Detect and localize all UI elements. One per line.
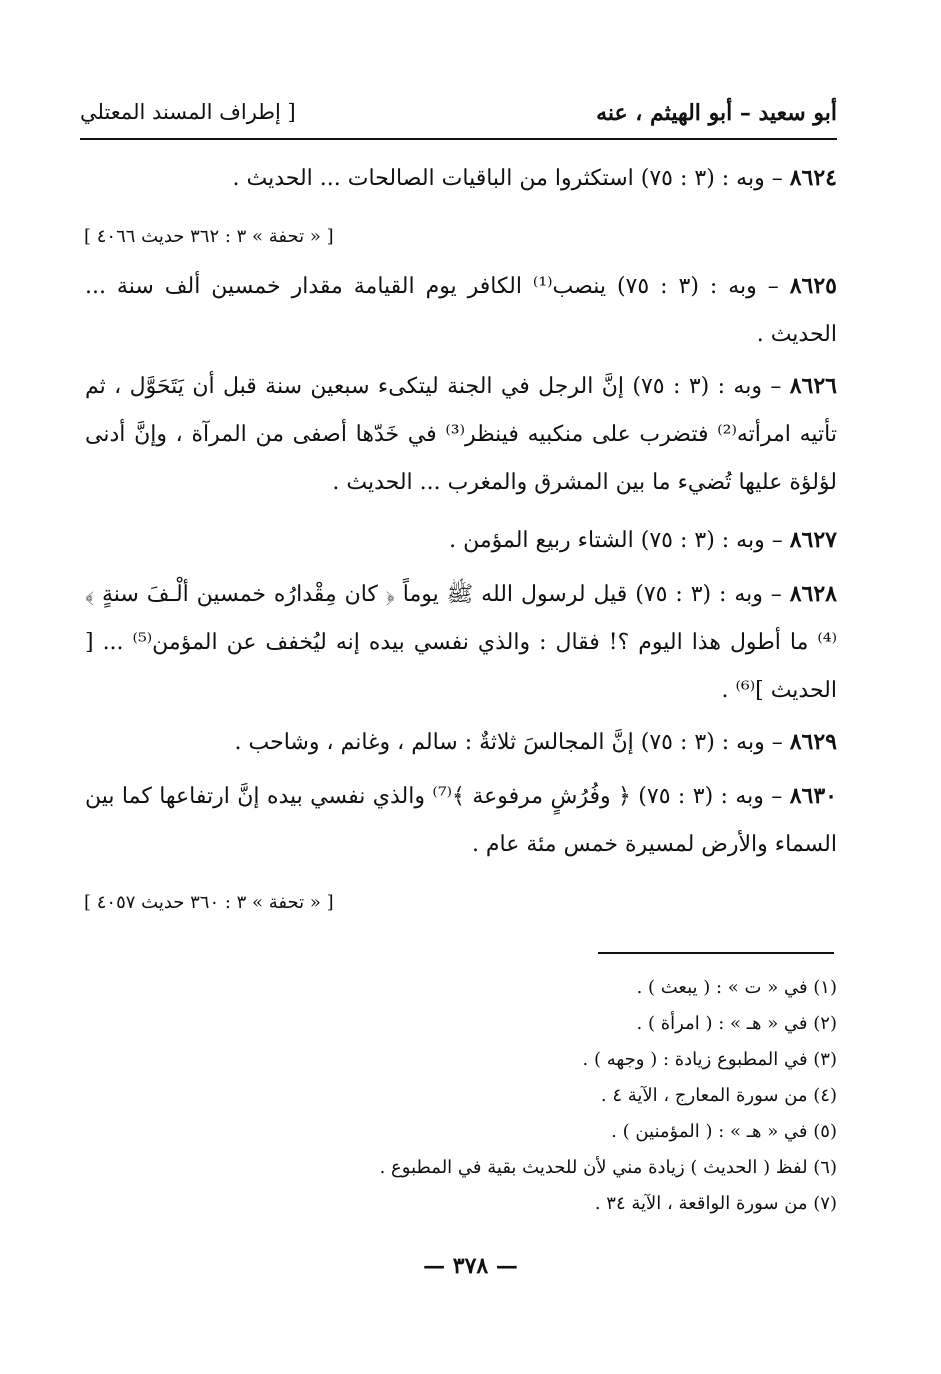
hadith-number: ٨٦٢٥ bbox=[789, 273, 837, 299]
hadith-text: – وبه : (٣ : ٧٥) ينصب⁽¹⁾ الكافر يوم القيامة مقدار خمسين ألف سنة ... الحديث . bbox=[85, 274, 837, 347]
footnote-item: (١) في « ت » : ( يبعث ) . bbox=[636, 977, 837, 998]
hadith-text: – وبه : (٣ : ٧٥) إنَّ الرجل في الجنة ليتكىء سبعين سنة قبل أن يَتَحَوَّل ، ثم تأتيه امرأته⁽²⁾ فتضرب على منكبيه فينظر⁽³⁾ في خَدّها أصفى من المرآة ، وإنَّ أدنى لؤلؤة عليها تُضيء ما بين المشرق والمغرب ... الحديث . bbox=[85, 374, 837, 495]
header-chapter-title: أبو سعيد – أبو الهيثم ، عنه bbox=[596, 100, 837, 126]
hadith-entry-8628 bbox=[85, 570, 837, 715]
hadith-entry-8624 bbox=[85, 154, 837, 203]
footnote-item: (٥) في « هـ » : ( المؤمنين ) . bbox=[611, 1121, 837, 1142]
footnote-divider bbox=[598, 952, 834, 954]
hadith-entry-8627 bbox=[85, 516, 837, 565]
footnote-item: (٣) في المطبوع زيادة : ( وجهه ) . bbox=[582, 1049, 837, 1070]
footnote-item: (٢) في « هـ » : ( امرأة ) . bbox=[636, 1013, 837, 1034]
hadith-text: – وبه : (٣ : ٧٥) استكثروا من الباقيات الصالحات ... الحديث . bbox=[232, 166, 783, 191]
header-book-title: [ إطراف المسند المعتلي bbox=[80, 100, 296, 124]
hadith-number: ٨٦٢٨ bbox=[789, 581, 837, 607]
footnote-item: (٧) من سورة الواقعة ، الآية ٣٤ . bbox=[594, 1193, 837, 1214]
running-header bbox=[80, 94, 837, 140]
hadith-number: ٨٦٣٠ bbox=[789, 783, 837, 809]
hadith-number: ٨٦٢٧ bbox=[789, 527, 837, 553]
hadith-text: – وبه : (٣ : ٧٥) قيل لرسول الله ﷺ يوماً ﴿ كان مِقْدارُه خمسين ألْـفَ سنةٍ ﴾⁽⁴⁾ ما أطول هذا اليوم ؟! فقال : والذي نفسي بيده إنه ليُخفف عن المؤمن⁽⁵⁾ ... [ الحديث ]⁽⁶⁾ . bbox=[85, 582, 837, 703]
hadith-entry-8625 bbox=[85, 262, 837, 359]
hadith-entry-8629 bbox=[85, 718, 837, 767]
footnotes-list bbox=[85, 970, 837, 1222]
footnote-item: (٦) لفظ ( الحديث ) زيادة مني لأن للحديث بقية في المطبوع . bbox=[379, 1157, 837, 1178]
footnote-item: (٤) من سورة المعارج ، الآية ٤ . bbox=[600, 1085, 837, 1106]
tuhfa-reference: [ « تحفة » ٣ : ٣٦٢ حديث ٤٠٦٦ ] bbox=[84, 226, 334, 247]
hadith-entry-8630 bbox=[85, 772, 837, 869]
hadith-text: – وبه : (٣ : ٧٥) إنَّ المجالسَ ثلاثةٌ : سالم ، وغانم ، وشاحب . bbox=[234, 730, 783, 755]
hadith-number: ٨٦٢٩ bbox=[789, 729, 837, 755]
hadith-entry-8626 bbox=[85, 362, 837, 507]
hadith-text: – وبه : (٣ : ٧٥) ﴿ وفُرُشٍ مرفوعة ﴾⁽⁷⁾ والذي نفسي بيده إنَّ ارتفاعها كما بين السماء والأرض لمسيرة خمس مئة عام . bbox=[85, 784, 837, 857]
hadith-number: ٨٦٢٦ bbox=[789, 373, 837, 399]
hadith-text: – وبه : (٣ : ٧٥) الشتاء ربيع المؤمن . bbox=[449, 528, 783, 553]
page-number: — ٣٧٨ — bbox=[423, 1253, 518, 1279]
hadith-number: ٨٦٢٤ bbox=[789, 165, 837, 191]
tuhfa-reference: [ « تحفة » ٣ : ٣٦٠ حديث ٤٠٥٧ ] bbox=[84, 892, 334, 913]
